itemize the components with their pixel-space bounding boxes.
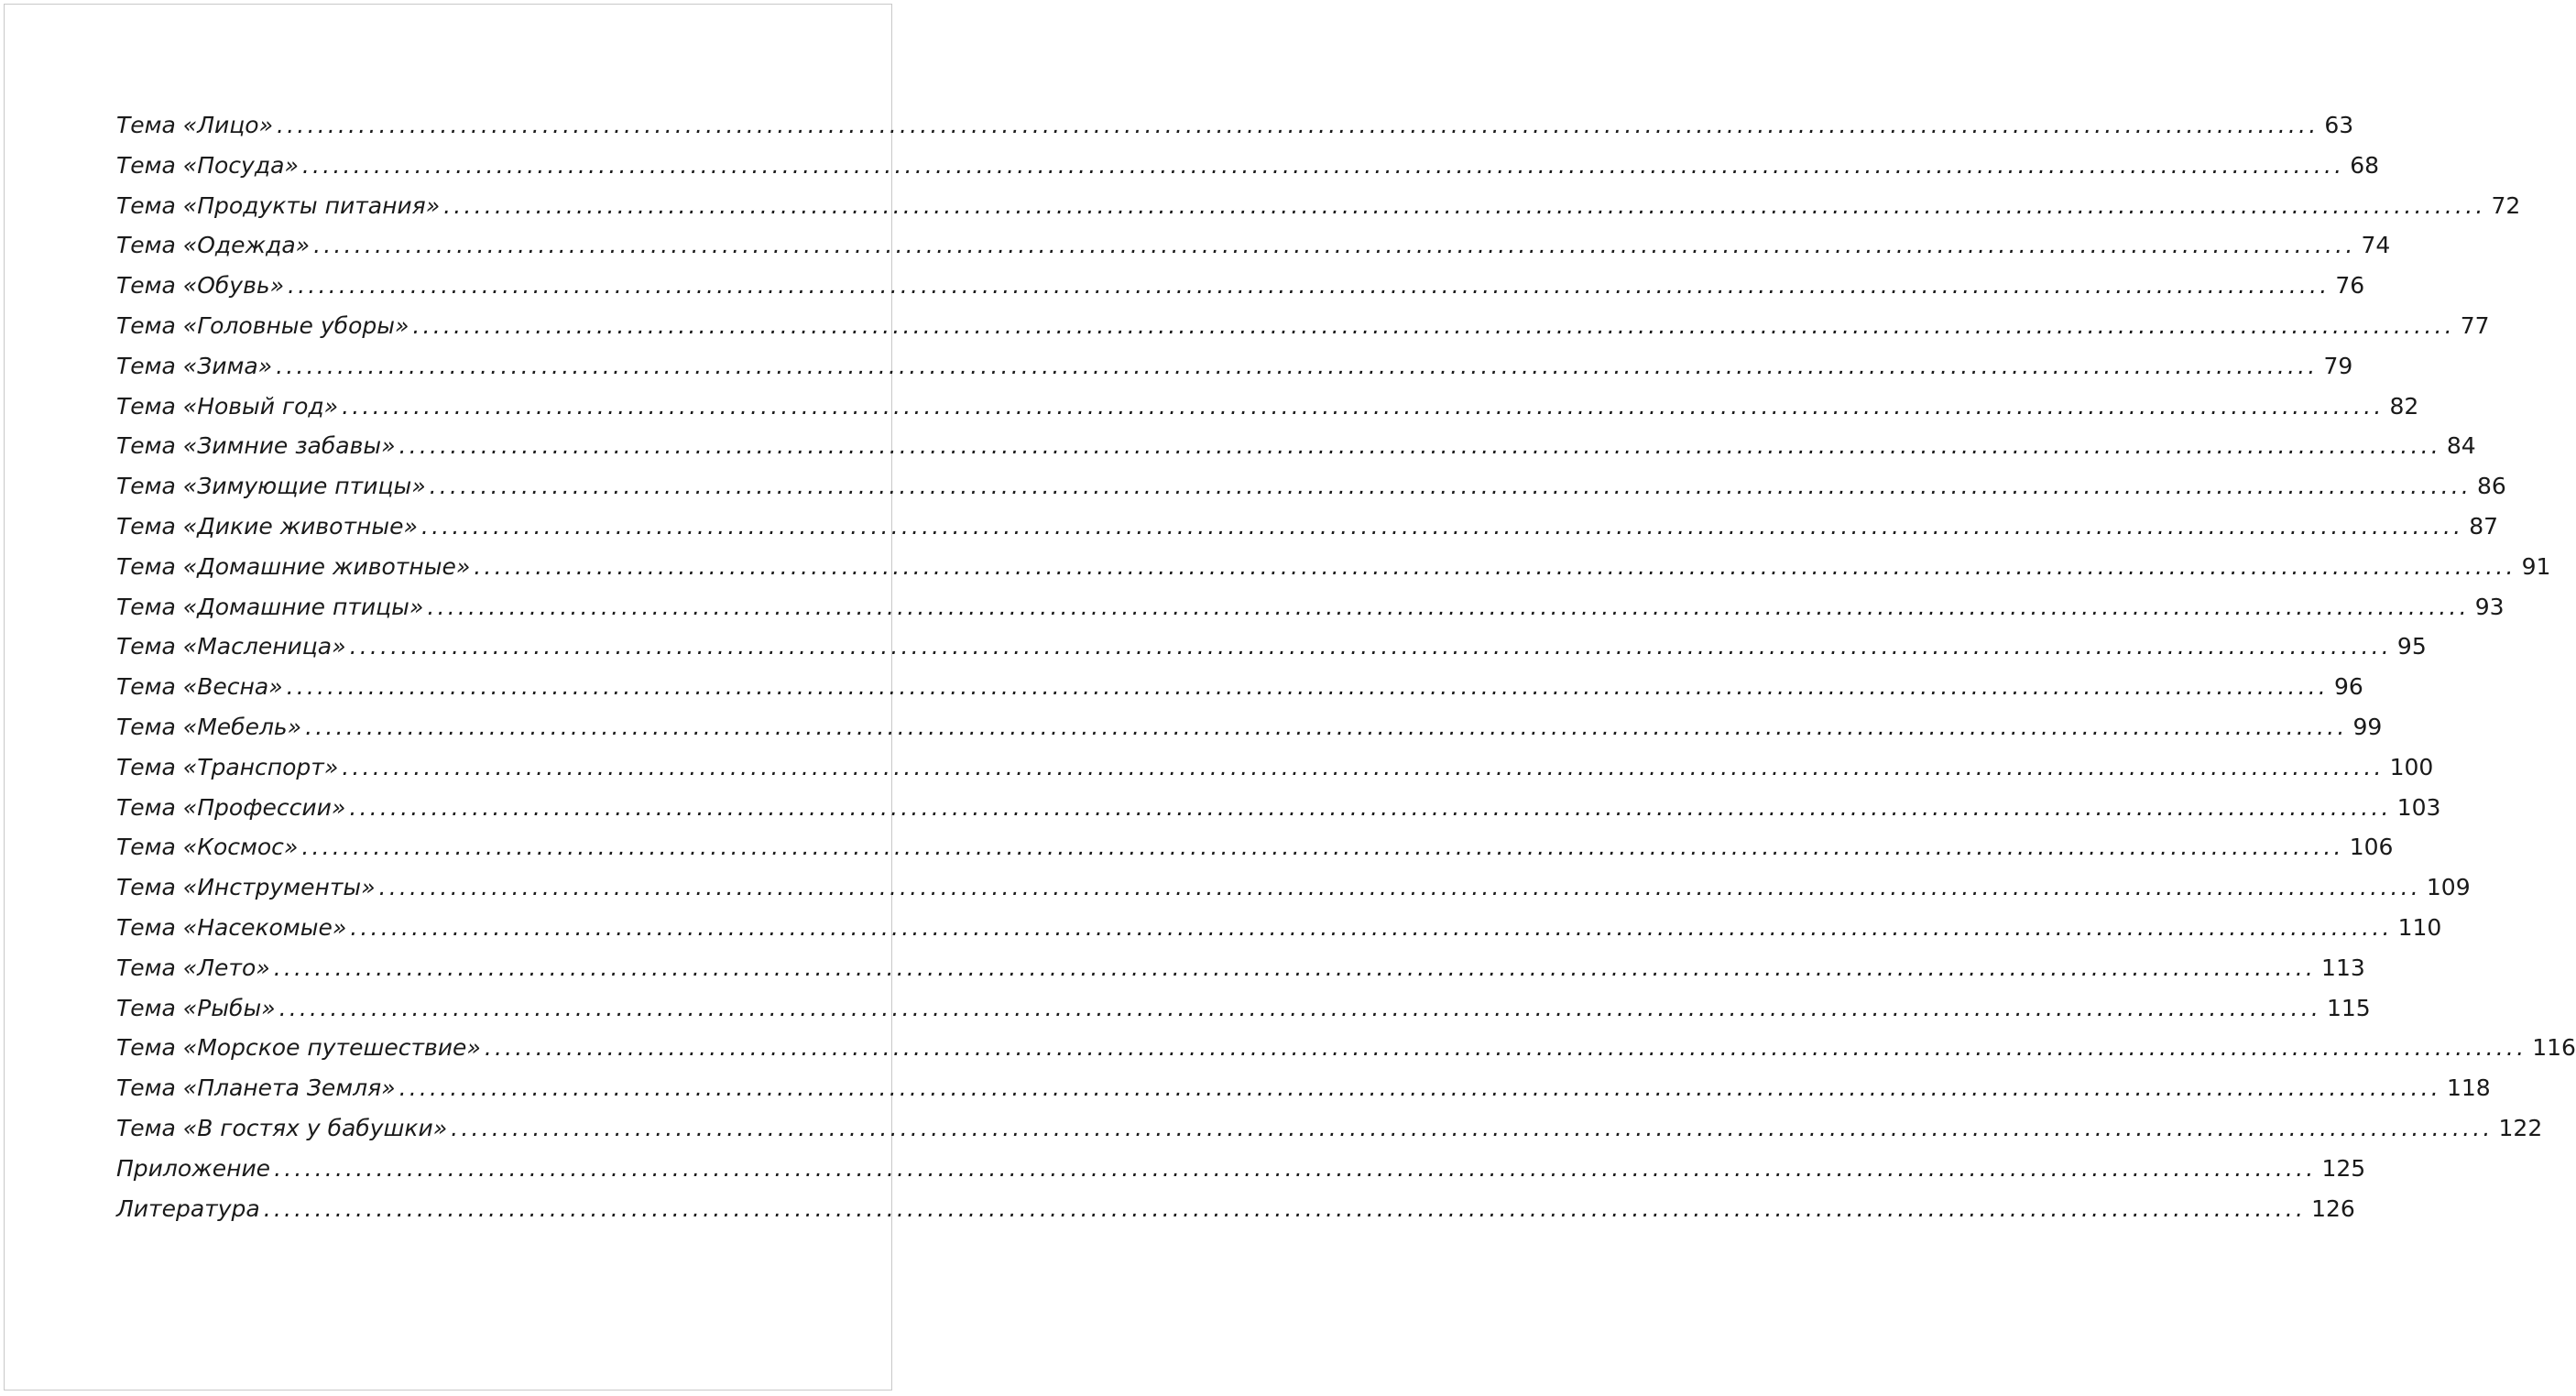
dot-leader: ........................................................................................................................................................................................................ bbox=[263, 1194, 2307, 1222]
toc-entry bbox=[116, 994, 2371, 1035]
toc-entry-page-number: 99 bbox=[2352, 713, 2383, 740]
dot-leader: ........................................................................................................................................................................................................ bbox=[305, 713, 2348, 740]
toc-entry-page-number: 72 bbox=[2491, 191, 2521, 219]
toc-entry-page-number: 79 bbox=[2323, 352, 2353, 379]
dot-leader: ........................................................................................................................................................................................................ bbox=[301, 151, 2345, 179]
toc-entry-title: Тема «Профессии» bbox=[116, 793, 346, 821]
toc-entry bbox=[116, 151, 2380, 192]
toc-entry-page-number: 63 bbox=[2324, 112, 2354, 138]
toc-entry-title: Тема «Лицо» bbox=[116, 112, 273, 138]
toc-entry bbox=[116, 191, 2521, 233]
toc-entry bbox=[116, 352, 2353, 393]
toc-entry-title: Тема «Зимующие птицы» bbox=[116, 473, 426, 500]
toc-entry bbox=[116, 432, 2476, 473]
table-of-contents bbox=[116, 112, 2576, 1235]
toc-entry-page-number: 86 bbox=[2477, 473, 2506, 500]
dot-leader: ........................................................................................................................................................................................................ bbox=[288, 272, 2330, 300]
dot-leader: ........................................................................................................................................................................................................ bbox=[484, 1034, 2527, 1062]
dot-leader: ........................................................................................................................................................................................................ bbox=[398, 1074, 2441, 1102]
dot-leader: ........................................................................................................................................................................................................ bbox=[286, 673, 2329, 701]
dot-leader: ........................................................................................................................................................................................................ bbox=[474, 552, 2516, 580]
dot-leader: ........................................................................................................................................................................................................ bbox=[420, 512, 2464, 540]
toc-entry-page-number: 68 bbox=[2350, 151, 2380, 179]
toc-entry-title: Тема «Рыбы» bbox=[116, 994, 276, 1021]
dot-leader: ........................................................................................................................................................................................................ bbox=[451, 1114, 2494, 1141]
toc-entry-page-number: 115 bbox=[2326, 994, 2371, 1021]
toc-entry bbox=[116, 512, 2499, 553]
dot-leader: ........................................................................................................................................................................................................ bbox=[278, 994, 2321, 1021]
dot-leader: ........................................................................................................................................................................................................ bbox=[427, 593, 2470, 620]
dot-leader: ........................................................................................................................................................................................................ bbox=[342, 392, 2385, 420]
dot-leader: ........................................................................................................................................................................................................ bbox=[277, 112, 2319, 138]
toc-entry bbox=[116, 954, 2365, 995]
toc-entry-page-number: 109 bbox=[2426, 874, 2471, 901]
toc-entry-title: Тема «Планета Земля» bbox=[116, 1074, 396, 1102]
toc-entry-title: Тема «Обувь» bbox=[116, 272, 284, 300]
toc-entry bbox=[116, 473, 2506, 513]
toc-entry-title: Тема «Домашние птицы» bbox=[116, 593, 424, 620]
toc-entry-title: Тема «Насекомые» bbox=[116, 913, 347, 941]
book-page bbox=[4, 4, 2576, 1391]
toc-entry bbox=[116, 392, 2419, 433]
toc-entry-page-number: 91 bbox=[2521, 552, 2551, 580]
toc-entry bbox=[116, 1034, 2576, 1074]
toc-entry-title: Тема «Дикие животные» bbox=[116, 512, 418, 540]
toc-entry bbox=[116, 793, 2441, 834]
toc-entry-page-number: 126 bbox=[2311, 1194, 2355, 1222]
toc-entry bbox=[116, 232, 2391, 272]
toc-entry-title: Тема «Продукты питания» bbox=[116, 191, 441, 219]
toc-entry-title: Тема «Домашние животные» bbox=[116, 552, 471, 580]
dot-leader: ........................................................................................................................................................................................................ bbox=[301, 834, 2344, 861]
toc-entry-page-number: 116 bbox=[2532, 1034, 2576, 1062]
toc-entry-title: Тема «Лето» bbox=[116, 954, 270, 981]
toc-entry-page-number: 93 bbox=[2474, 593, 2505, 620]
toc-entry-title: Тема «Зима» bbox=[116, 352, 273, 379]
toc-entry bbox=[116, 1194, 2355, 1236]
toc-entry-title: Литература bbox=[116, 1194, 260, 1222]
dot-leader: ........................................................................................................................................................................................................ bbox=[350, 913, 2393, 941]
toc-entry bbox=[116, 593, 2505, 634]
toc-entry-page-number: 125 bbox=[2321, 1154, 2366, 1182]
dot-leader: ........................................................................................................................................................................................................ bbox=[398, 432, 2441, 460]
toc-entry-page-number: 96 bbox=[2333, 673, 2363, 701]
dot-leader: ........................................................................................................................................................................................................ bbox=[273, 954, 2317, 981]
dot-leader: ........................................................................................................................................................................................................ bbox=[412, 311, 2455, 339]
dot-leader: ........................................................................................................................................................................................................ bbox=[349, 793, 2392, 821]
toc-entry-page-number: 84 bbox=[2446, 432, 2476, 460]
toc-entry bbox=[116, 633, 2427, 673]
toc-entry-page-number: 110 bbox=[2397, 913, 2442, 941]
toc-entry-title: Тема «Масленица» bbox=[116, 633, 346, 660]
toc-entry bbox=[116, 272, 2365, 312]
toc-entry-title: Тема «В гостях у бабушки» bbox=[116, 1114, 448, 1141]
toc-entry-title: Тема «Посуда» bbox=[116, 151, 299, 179]
toc-entry-page-number: 76 bbox=[2335, 272, 2365, 300]
toc-entry-title: Тема «Морское путешествие» bbox=[116, 1034, 481, 1062]
toc-entry-title: Тема «Одежда» bbox=[116, 232, 311, 259]
toc-entry-title: Тема «Зимние забавы» bbox=[116, 432, 396, 460]
toc-entry-title: Тема «Новый год» bbox=[116, 392, 339, 420]
toc-entry bbox=[116, 1074, 2491, 1115]
toc-entry-title: Тема «Транспорт» bbox=[116, 753, 339, 780]
dot-leader: ........................................................................................................................................................................................................ bbox=[378, 874, 2421, 901]
dot-leader: ........................................................................................................................................................................................................ bbox=[429, 473, 2472, 500]
dot-leader: ........................................................................................................................................................................................................ bbox=[274, 1154, 2317, 1182]
toc-entry-title: Тема «Инструменты» bbox=[116, 874, 376, 901]
toc-entry bbox=[116, 112, 2354, 152]
dot-leader: ........................................................................................................................................................................................................ bbox=[313, 232, 2356, 259]
toc-entry-page-number: 122 bbox=[2498, 1114, 2543, 1141]
toc-entry bbox=[116, 1154, 2366, 1195]
toc-entry-page-number: 100 bbox=[2389, 753, 2434, 780]
dot-leader: ........................................................................................................................................................................................................ bbox=[342, 753, 2385, 780]
toc-entry-title: Тема «Весна» bbox=[116, 673, 283, 701]
toc-entry bbox=[116, 673, 2363, 714]
toc-entry-page-number: 113 bbox=[2321, 954, 2365, 981]
toc-entry-page-number: 118 bbox=[2446, 1074, 2491, 1102]
toc-entry bbox=[116, 753, 2434, 794]
toc-entry-title: Приложение bbox=[116, 1154, 271, 1182]
toc-entry-page-number: 82 bbox=[2389, 392, 2419, 420]
dot-leader: ........................................................................................................................................................................................................ bbox=[443, 191, 2486, 219]
toc-entry-title: Тема «Головные уборы» bbox=[116, 311, 409, 339]
toc-entry bbox=[116, 913, 2442, 954]
toc-entry-title: Тема «Космос» bbox=[116, 834, 299, 861]
toc-entry bbox=[116, 834, 2394, 874]
toc-entry bbox=[116, 713, 2383, 754]
toc-entry-page-number: 74 bbox=[2361, 232, 2391, 259]
toc-entry-title: Тема «Мебель» bbox=[116, 713, 302, 740]
toc-entry-page-number: 77 bbox=[2460, 311, 2490, 339]
toc-entry bbox=[116, 552, 2551, 594]
dot-leader: ........................................................................................................................................................................................................ bbox=[349, 633, 2392, 660]
toc-entry bbox=[116, 874, 2471, 914]
toc-entry-page-number: 103 bbox=[2396, 793, 2441, 821]
dot-leader: ........................................................................................................................................................................................................ bbox=[276, 352, 2319, 379]
toc-entry bbox=[116, 1114, 2543, 1155]
toc-entry-page-number: 95 bbox=[2396, 633, 2427, 660]
toc-entry-page-number: 106 bbox=[2349, 834, 2394, 861]
toc-entry bbox=[116, 311, 2490, 353]
toc-entry-page-number: 87 bbox=[2469, 512, 2499, 540]
